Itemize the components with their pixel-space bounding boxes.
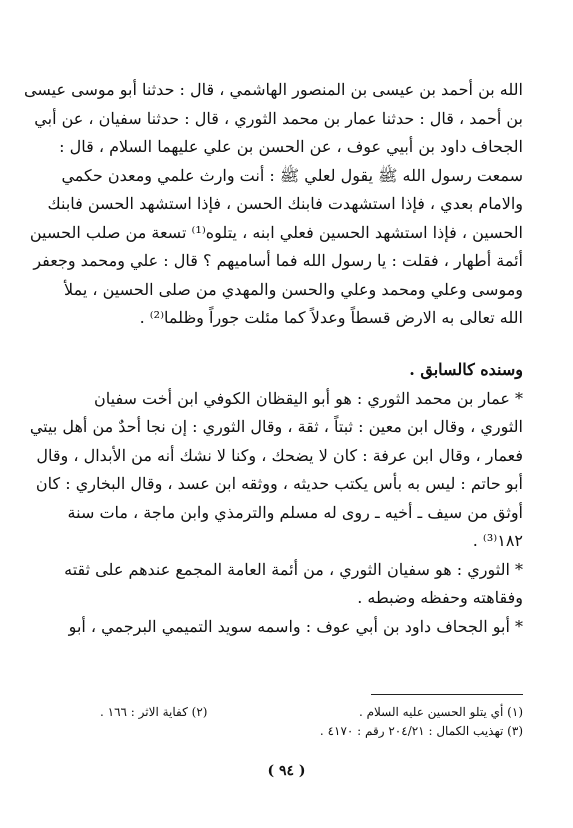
main-paragraph — [24, 76, 523, 333]
section-heading: وسنده كالسابق . — [409, 360, 523, 379]
footnote-divider — [371, 694, 523, 695]
text-line: بن أحمد ، قال : حدثنا عمار بن محمد الثوري ، قال : حدثنا سفيان ، عن أبي — [34, 108, 523, 128]
text-line: الجحاف داود بن أبيي عوف ، عن الحسن بن علي عليهما السلام ، قال : — [59, 137, 523, 156]
footnote-row — [100, 703, 523, 722]
text-line: سمعت رسول الله ﷺ يقول لعلي ﷺ : أنت وارث علمي ومعدن حكمي — [61, 165, 523, 185]
text-line: والامام بعدي ، فإذا استشهدت فابنك الحسن ، فإذا استشهد الحسن فابنك — [47, 194, 523, 213]
text-line: * الثوري : هو سفيان الثوري ، من أئمة العامة المجمع عندهم على ثقته — [64, 559, 523, 579]
text-line: الله بن أحمد بن عيسى بن المنصور الهاشمي ، قال : حدثنا أبو موسى عيسى — [24, 80, 523, 99]
text-line: فعمار ، وقال ابن عرفة : كان لا يضحك ، وكنا لا نشك أنه من الأبدال ، وقال — [36, 445, 523, 465]
text-line: أوثق من سيف ـ أخيه ـ روى له مسلم والترمذي وابن ماجة ، مات سنة — [67, 502, 523, 522]
narrators-section — [29, 356, 523, 641]
text-line: * عمار بن محمد الثوري : هو أبو اليقظان الكوفي ابن أخت سفيان — [93, 388, 523, 408]
text-line: وموسى وعلي ومحمد وعلي والحسن والمهدي من صلى الحسين ، يملأ — [64, 279, 523, 299]
text-line: وفقاهته وحفظه وضبطه . — [357, 588, 523, 607]
footnotes — [100, 703, 523, 741]
text-line: ١٨٢⁽³⁾ . — [472, 531, 523, 550]
footnote-1: (١) أي يتلو الحسين عليه السلام . — [358, 705, 523, 719]
text-line: أبو حاتم : ليس به بأس يكتب حديثه ، ووثقه ابن عسد ، وقال البخاري : كان — [35, 474, 523, 493]
text-line: الحسين ، فإذا استشهد الحسين فعلي ابنه ، يتلوه⁽¹⁾ تسعة من صلب الحسين — [29, 222, 523, 242]
page-number: ( ٩٤ ) — [267, 763, 306, 779]
footnote-2: (٢) كفاية الاثر : ١٦٦ . — [100, 705, 208, 719]
text-line: الله تعالى به الارض قسطاً وعدلاً كما مئلت جوراً وظلما⁽²⁾ . — [139, 308, 523, 327]
text-line: الثوري ، وقال ابن معين : ثبتاً ، ثقة ، وقال الثوري : إن نجا أحدٌ من أهل بيتي — [29, 417, 523, 436]
text-line: * أبو الجحاف داود بن أبي عوف : واسمه سويد التميمي البرجمي ، أبو — [68, 616, 523, 636]
footnote-3: (٣) تهذيب الكمال : ٢٠٤/٢١ رقم : ٤١٧٠ . — [319, 724, 523, 738]
text-line: أئمة أطهار ، فقلت : يا رسول الله فما أساميهم ؟ قال : علي ومحمد وجعفر — [33, 251, 523, 270]
